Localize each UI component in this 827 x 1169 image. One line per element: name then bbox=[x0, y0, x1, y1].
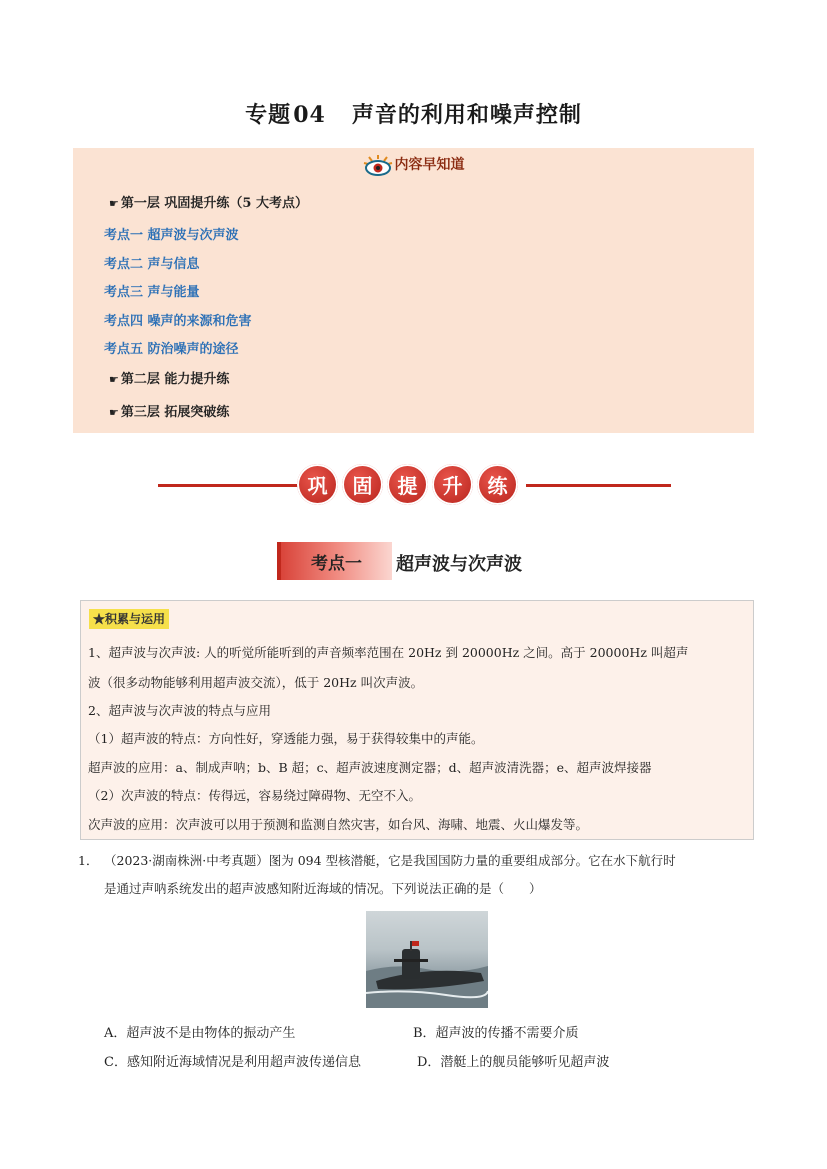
pointing-hand-icon: ☛ bbox=[109, 406, 119, 419]
knowledge-line: 次声波的应用：次声波可以用于预测和监测自然灾害，如台风、海啸、地震、火山爆发等。 bbox=[88, 817, 589, 832]
toc-point-2[interactable]: 考点二 声与信息 bbox=[104, 257, 200, 272]
toc-point-3[interactable]: 考点三 声与能量 bbox=[104, 285, 200, 300]
option-d[interactable]: D．潜艇上的舰员能够听见超声波 bbox=[417, 1055, 610, 1070]
option-a[interactable]: A．超声波不是由物体的振动产生 bbox=[104, 1026, 296, 1041]
kaodian-title: 超声波与次声波 bbox=[396, 554, 522, 575]
toc-point-4[interactable]: 考点四 噪声的来源和危害 bbox=[104, 314, 252, 329]
knowledge-box bbox=[80, 600, 754, 840]
toc-level-1-label: 第一层 巩固提升练（5 大考点） bbox=[120, 196, 308, 211]
page-title bbox=[0, 98, 827, 129]
toc-point-1[interactable]: 考点一 超声波与次声波 bbox=[104, 228, 239, 243]
banner-char: 升 bbox=[432, 464, 473, 505]
banner-line-right bbox=[526, 484, 671, 487]
eye-icon bbox=[363, 154, 393, 176]
knowledge-line: （1）超声波的特点：方向性好，穿透能力强，易于获得较集中的声能。 bbox=[88, 731, 484, 746]
kaodian-label: 考点一 bbox=[277, 542, 392, 580]
option-b[interactable]: B．超声波的传播不需要介质 bbox=[413, 1026, 579, 1041]
title-prefix: 专题 bbox=[245, 102, 292, 128]
knowledge-line: 超声波的应用：a、制成声呐；b、B 超；c、超声波速度测定器；d、超声波清洗器；e、超声波焊接器 bbox=[88, 760, 652, 775]
submarine-photo bbox=[366, 911, 488, 1008]
toc-level-1[interactable] bbox=[109, 192, 308, 211]
title-text: 声音的利用和噪声控制 bbox=[351, 102, 582, 128]
question-number: 1． bbox=[78, 853, 99, 868]
toc-header bbox=[73, 154, 754, 176]
toc-level-2[interactable] bbox=[109, 368, 229, 387]
toc-point-5[interactable]: 考点五 防治噪声的途径 bbox=[104, 342, 239, 357]
knowledge-line: 波（很多动物能够利用超声波交流），低于 20Hz 叫次声波。 bbox=[88, 675, 424, 690]
question-stem-line-1: （2023·湖南株洲·中考真题）图为 094 型核潜艇，它是我国国防力量的重要组成部分。它在水下航行时 bbox=[104, 853, 676, 868]
banner-char: 巩 bbox=[297, 464, 338, 505]
banner-line-left bbox=[158, 484, 298, 487]
banner-char: 练 bbox=[477, 464, 518, 505]
toc-panel bbox=[73, 148, 754, 433]
knowledge-line: （2）次声波的特点：传得远，容易绕过障碍物、无空不入。 bbox=[88, 788, 421, 803]
submarine-illustration bbox=[366, 911, 488, 1008]
toc-level-2-label: 第二层 能力提升练 bbox=[120, 372, 230, 387]
question-stem-line-2: 是通过声呐系统发出的超声波感知附近海域的情况。下列说法正确的是（ ） bbox=[104, 881, 542, 896]
pointing-hand-icon: ☛ bbox=[109, 197, 119, 210]
toc-level-3-label: 第三层 拓展突破练 bbox=[120, 405, 230, 420]
knowledge-line: 1、超声波与次声波: 人的听觉所能听到的声音频率范围在 20Hz 到 20000Hz 之间。高于 20000Hz 叫超声 bbox=[88, 645, 689, 660]
knowledge-line: 2、超声波与次声波的特点与应用 bbox=[88, 703, 271, 718]
toc-level-3[interactable] bbox=[109, 401, 229, 420]
banner-char: 固 bbox=[342, 464, 383, 505]
section-banner bbox=[297, 464, 518, 506]
toc-header-text: 内容早知道 bbox=[394, 157, 465, 173]
option-c[interactable]: C．感知附近海域情况是利用超声波传递信息 bbox=[104, 1055, 361, 1070]
banner-char: 提 bbox=[387, 464, 428, 505]
title-number: 04 bbox=[293, 102, 326, 128]
knowledge-tag: ★积累与运用 bbox=[89, 609, 169, 629]
pointing-hand-icon: ☛ bbox=[109, 373, 119, 386]
